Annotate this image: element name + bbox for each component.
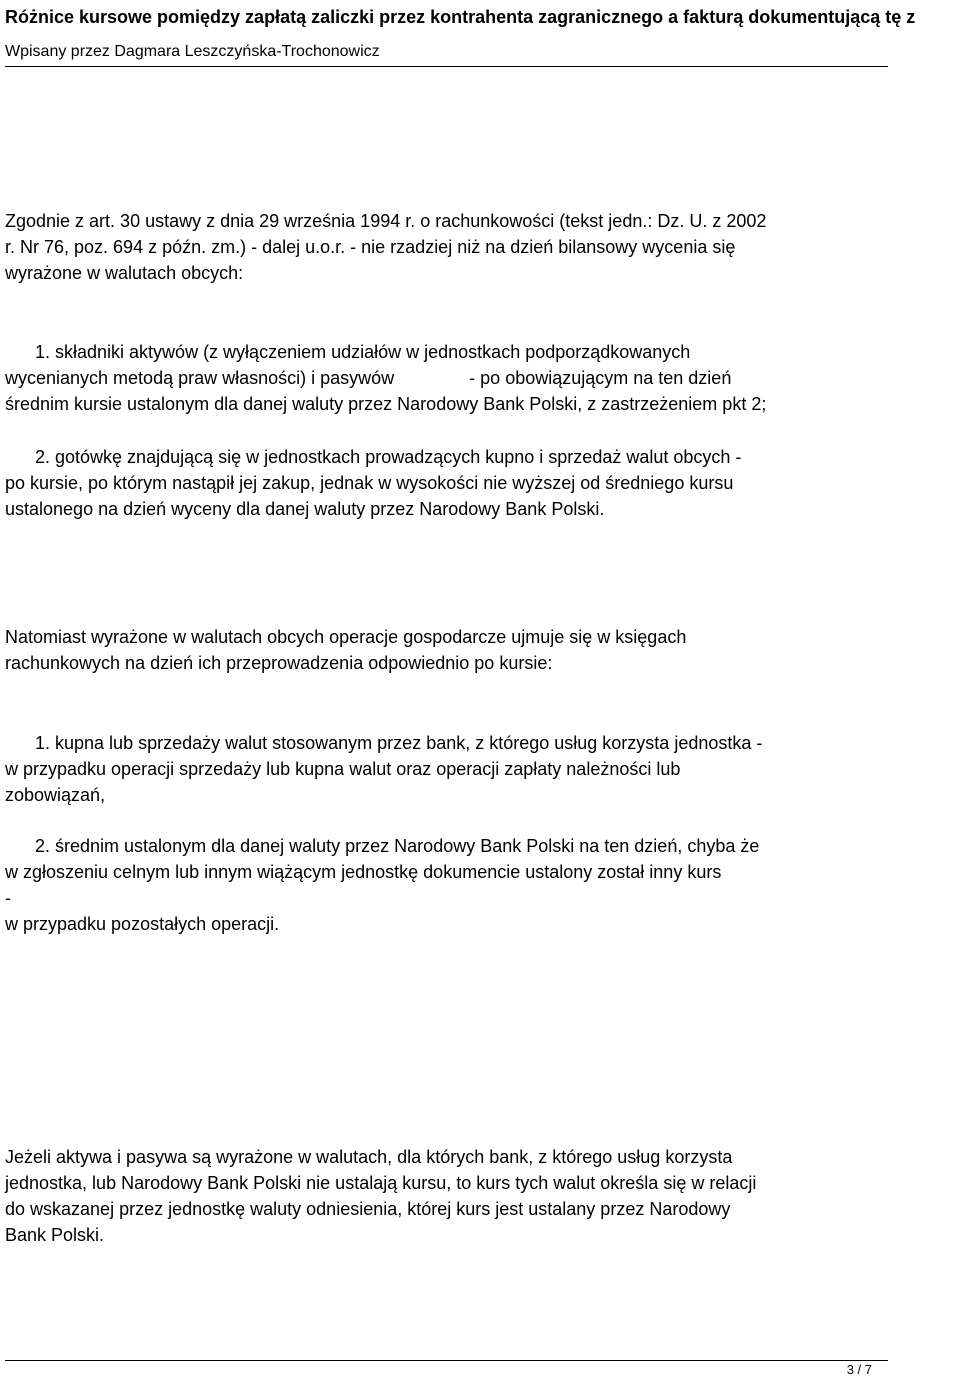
- text-line: Bank Polski.: [5, 1225, 105, 1245]
- text-line: 2. średnim ustalonym dla danej waluty przez Narodowy Bank Polski na ten dzień, chyba że: [35, 836, 760, 856]
- text-line: po kursie, po którym nastąpił jej zakup, jednak w wysokości nie wyższej od średniego kursu: [5, 473, 734, 493]
- closing-paragraph: [5, 1144, 905, 1248]
- text-line: w przypadku operacji sprzedaży lub kupna walut oraz operacji zapłaty należności lub: [5, 759, 681, 779]
- text-line: [5, 365, 905, 391]
- footer-divider: [5, 1360, 888, 1361]
- text-line: średnim kursie ustalonym dla danej waluty przez Narodowy Bank Polski, z zastrzeżeniem pkt 2;: [5, 394, 767, 414]
- text-line: Zgodnie z art. 30 ustawy z dnia 29 września 1994 r. o rachunkowości (tekst jedn.: Dz. U. z 2002: [5, 211, 767, 231]
- text-line: wyrażone w walutach obcych:: [5, 263, 244, 283]
- text-line: ustalonego na dzień wyceny dla danej waluty przez Narodowy Bank Polski.: [5, 499, 605, 519]
- text-line: 2. gotówkę znajdującą się w jednostkach prowadzących kupno i sprzedaż walut obcych -: [35, 447, 742, 467]
- text-line: w zgłoszeniu celnym lub innym wiążącym jednostkę dokumencie ustalony został inny kurs: [5, 862, 722, 882]
- text-line: jednostka, lub Narodowy Bank Polski nie ustalają kursu, to kurs tych walut określa się w relacji: [5, 1173, 757, 1193]
- text-line: -: [5, 888, 11, 908]
- text-line: 1. składniki aktywów (z wyłączeniem udziałów w jednostkach podporządkowanych: [35, 342, 691, 362]
- text-line: do wskazanej przez jednostkę waluty odniesienia, której kurs jest ustalany przez Narodowy: [5, 1199, 731, 1219]
- text-segment: wycenianych metodą praw własności) i pasywów: [5, 368, 395, 388]
- text-line: zobowiązań,: [5, 785, 106, 805]
- middle-paragraph: [5, 624, 905, 676]
- list2-item2: [5, 833, 905, 937]
- text-line: Jeżeli aktywa i pasywa są wyrażone w walutach, dla których bank, z którego usług korzysta: [5, 1147, 733, 1167]
- page-number: 3 / 7: [846, 1362, 872, 1377]
- text-line: Natomiast wyrażone w walutach obcych operacje gospodarcze ujmuje się w księgach: [5, 627, 687, 647]
- text-line: 1. kupna lub sprzedaży walut stosowanym przez bank, z którego usług korzysta jednostka -: [35, 733, 763, 753]
- list1-item2: [5, 444, 905, 522]
- page-title: Różnice kursowe pomiędzy zapłatą zaliczki przez kontrahenta zagranicznego a fakturą dokumentującą tę z: [5, 7, 916, 27]
- intro-paragraph: [5, 208, 905, 286]
- text-line: w przypadku pozostałych operacji.: [5, 914, 280, 934]
- list1-item1: [5, 339, 905, 417]
- text-line: r. Nr 76, poz. 694 z późn. zm.) - dalej u.o.r. - nie rzadziej niż na dzień bilansowy wycenia się: [5, 237, 736, 257]
- list2-item1: [5, 730, 905, 808]
- text-segment: - po obowiązującym na ten dzień: [469, 368, 732, 388]
- text-line: rachunkowych na dzień ich przeprowadzenia odpowiednio po kursie:: [5, 653, 553, 673]
- header-divider: [5, 66, 888, 67]
- author-line: Wpisany przez Dagmara Leszczyńska-Trochonowicz: [5, 43, 380, 60]
